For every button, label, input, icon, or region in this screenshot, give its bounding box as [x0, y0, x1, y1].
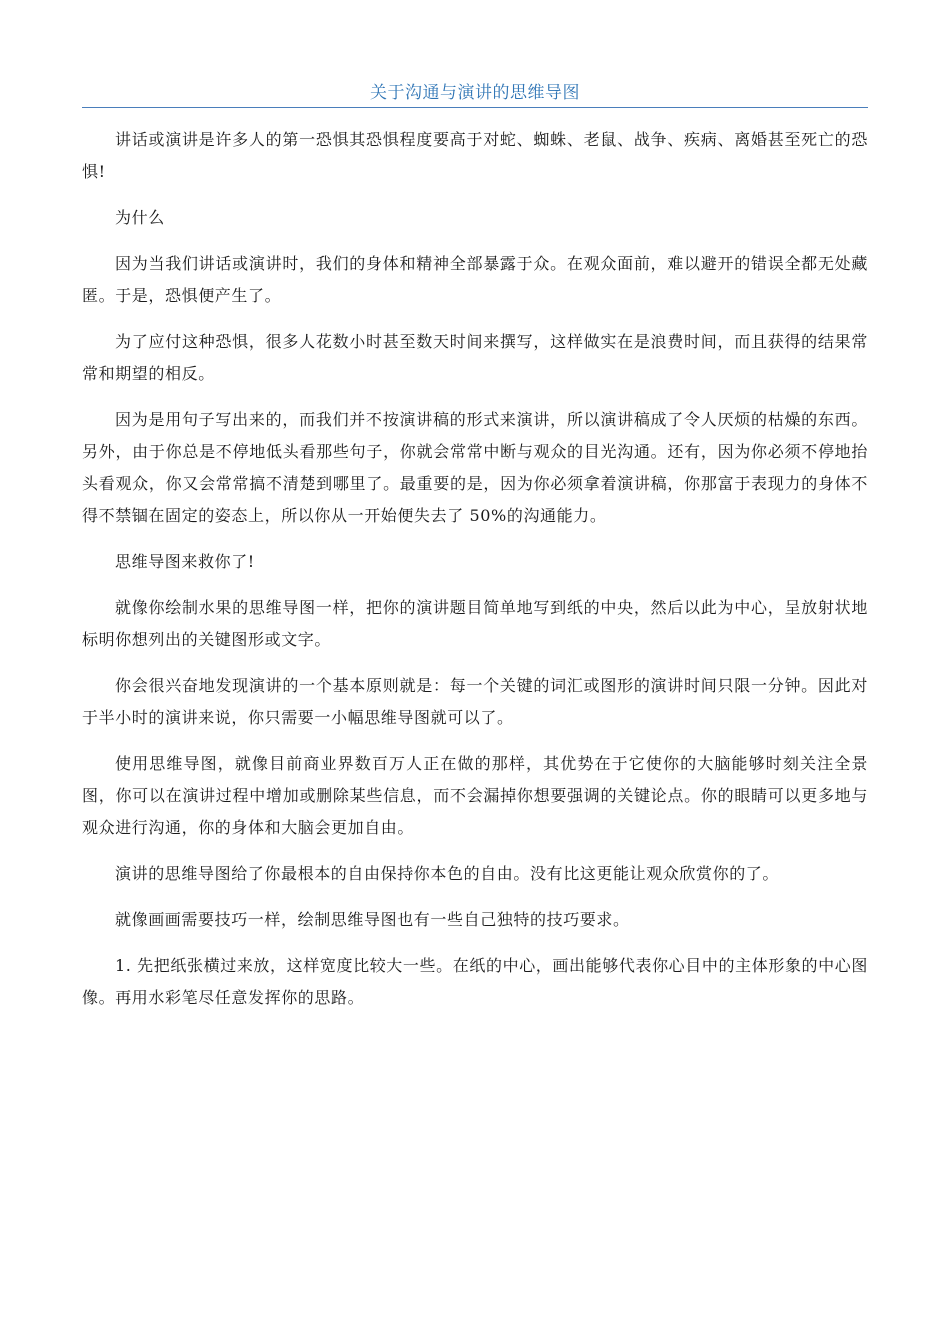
page-title: 关于沟通与演讲的思维导图	[370, 83, 580, 103]
paragraph-8: 你会很兴奋地发现演讲的一个基本原则就是：每一个关键的词汇或图形的演讲时间只限一分钟。因此对于半小时的演讲来说，你只需要一小幅思维导图就可以了。	[82, 676, 868, 727]
paragraph-9: 使用思维导图，就像目前商业界数百万人正在做的那样，其优势在于它使你的大脑能够时刻关注全景图，你可以在演讲过程中增加或删除某些信息，而不会漏掉你想要强调的关键论点。你的眼睛可以更多地与观众进行沟通，你的身体和大脑会更加自由。	[82, 754, 868, 837]
header-divider	[82, 107, 868, 108]
paragraph-12: 1. 先把纸张横过来放，这样宽度比较大一些。在纸的中心，画出能够代表你心目中的主体形象的中心图像。再用水彩笔尽任意发挥你的思路。	[82, 956, 868, 1007]
paragraph-11: 就像画画需要技巧一样，绘制思维导图也有一些自己独特的技巧要求。	[115, 910, 630, 929]
paragraph-2: 为什么	[115, 208, 165, 227]
paragraph-5: 因为是用句子写出来的，而我们并不按演讲稿的形式来演讲，所以演讲稿成了令人厌烦的枯燥的东西。另外，由于你总是不停地低头看那些句子，你就会常常中断与观众的目光沟通。还有，因为你必须不停地抬头看观众，你又会常常搞不清楚到哪里了。最重要的是，因为你必须拿着演讲稿，你那富于表现力的身体不得不禁锢在固定的姿态上，所以你从一开始便失去了 50%的沟通能力。	[82, 410, 868, 525]
paragraph-1: 讲话或演讲是许多人的第一恐惧其恐惧程度要高于对蛇、蜘蛛、老鼠、战争、疾病、离婚甚至死亡的恐惧!	[82, 130, 868, 181]
document-body	[82, 124, 868, 1028]
paragraph-7: 就像你绘制水果的思维导图一样，把你的演讲题目简单地写到纸的中央，然后以此为中心，呈放射状地标明你想列出的关键图形或文字。	[82, 598, 868, 649]
paragraph-10: 演讲的思维导图给了你最根本的自由保持你本色的自由。没有比这更能让观众欣赏你的了。	[115, 864, 780, 883]
paragraph-3: 因为当我们讲话或演讲时，我们的身体和精神全部暴露于众。在观众面前，难以避开的错误全都无处藏匿。于是，恐惧便产生了。	[82, 254, 868, 305]
paragraph-4: 为了应付这种恐惧，很多人花数小时甚至数天时间来撰写，这样做实在是浪费时间，而且获得的结果常常和期望的相反。	[82, 332, 868, 383]
paragraph-6: 思维导图来救你了!	[115, 552, 255, 571]
